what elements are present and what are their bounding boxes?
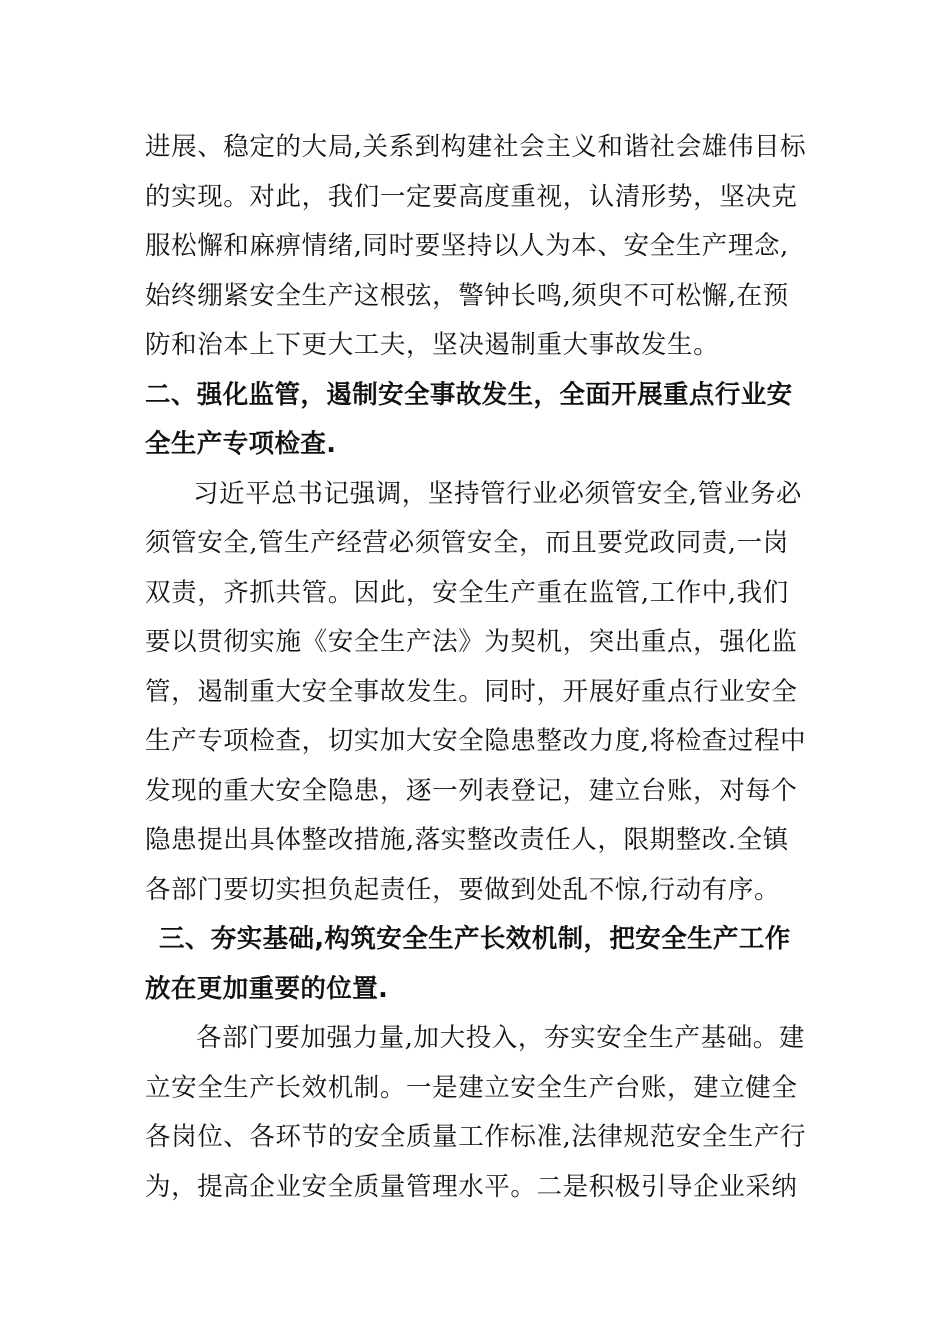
text-line: 要以贯彻实施《安全生产法》为契机，突出重点，强化监 — [145, 627, 798, 657]
text-line: 立安全生产长效机制。一是建立安全生产台账，建立健全 — [145, 1072, 798, 1103]
section-heading-3 — [145, 915, 807, 1014]
paragraph-2 — [145, 470, 807, 916]
heading-line: 放在更加重要的位置. — [145, 973, 389, 1004]
document-body — [145, 123, 807, 1212]
text-line: 的实现。对此，我们一定要高度重视，认清形势，坚决克 — [145, 181, 798, 212]
text-line: 为，提高企业安全质量管理水平。二是积极引导企业采纳 — [145, 1171, 798, 1202]
text-line: 生产专项检查，切实加大安全隐患整改力度,将检查过程中 — [145, 726, 807, 756]
paragraph-3 — [145, 1014, 807, 1212]
text-line: 各部门要切实担负起责任，要做到处乱不惊,行动有序。 — [145, 874, 781, 905]
heading-line: 三、夯实基础,构筑安全生产长效机制，把安全生产工作 — [159, 924, 791, 954]
text-line: 发现的重大安全隐患，逐一列表登记，建立台账，对每个 — [145, 775, 798, 806]
text-line: 隐患提出具体整改措施,落实整改责任人，限期整改.全镇 — [145, 825, 789, 855]
heading-line: 二、强化监管，遏制安全事故发生，全面开展重点行业安 — [145, 379, 793, 410]
text-line: 各岗位、各环节的安全质量工作标准,法律规范安全生产行 — [145, 1122, 807, 1152]
text-line: 须管安全,管生产经营必须管安全，而且要党政同责,一岗 — [145, 528, 789, 558]
heading-line: 全生产专项检查. — [145, 429, 337, 459]
text-line: 始终绷紧安全生产这根弦，警钟长鸣,须臾不可松懈,在预 — [145, 280, 789, 311]
paragraph-1 — [145, 123, 807, 371]
text-line: 习近平总书记强调，坚持管行业必须管安全,管业务必 — [193, 478, 803, 509]
text-line: 服松懈和麻痹情绪,同时要坚持以人为本、安全生产理念, — [145, 231, 789, 261]
text-line: 进展、稳定的大局,关系到构建社会主义和谐社会雄伟目标 — [145, 132, 807, 162]
text-line: 各部门要加强力量,加大投入，夯实安全生产基础。建 — [196, 1023, 806, 1053]
section-heading-2 — [145, 371, 807, 470]
text-line: 双责，齐抓共管。因此，安全生产重在监管,工作中,我们 — [145, 577, 789, 608]
text-line: 管，遏制重大安全事故发生。同时，开展好重点行业安全 — [145, 676, 798, 707]
text-line: 防和治本上下更大工夫，坚决遏制重大事故发生。 — [145, 330, 720, 360]
